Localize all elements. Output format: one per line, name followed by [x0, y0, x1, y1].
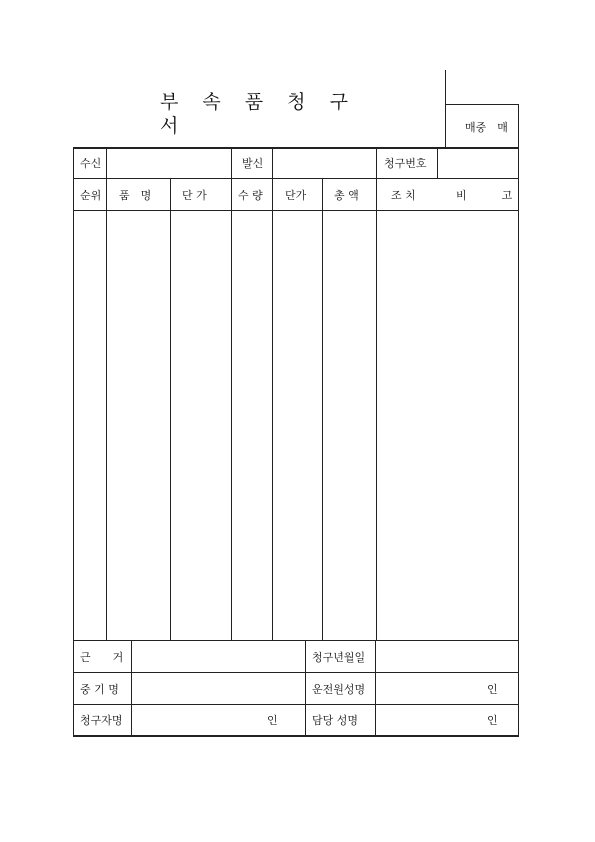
table-top-border	[73, 147, 519, 149]
footer-row-divider-1	[73, 672, 519, 673]
footer-row-divider-2	[73, 704, 519, 705]
column-unit-price: 단 가	[182, 189, 207, 202]
column-divider-price	[231, 178, 232, 640]
footer-divider-3	[375, 640, 376, 736]
header-row-divider	[73, 178, 519, 179]
body-bottom-border	[73, 640, 519, 641]
requester-seal-mark: 인	[267, 714, 278, 727]
column-header-divider	[73, 210, 519, 211]
from-label: 발신	[242, 157, 264, 170]
column-quantity: 수 량	[238, 189, 263, 202]
column-action: 조 치	[391, 189, 416, 202]
copies-box-top-border	[445, 104, 519, 105]
header-divider-4	[376, 147, 377, 178]
column-seq: 순위	[80, 189, 102, 202]
column-total: 총 액	[334, 189, 359, 202]
basis-label: 근 거	[80, 651, 124, 664]
column-divider-item	[170, 178, 171, 640]
header-divider-5	[437, 147, 438, 178]
footer-divider-1	[131, 640, 132, 736]
copies-box-right-border	[518, 104, 519, 148]
table-bottom-border	[73, 735, 519, 737]
column-divider-price2	[322, 178, 323, 640]
column-remarks: 비 고	[456, 189, 525, 202]
copies-box-left-border	[445, 70, 446, 148]
request-number-label: 청구번호	[384, 157, 427, 170]
copies-label: 매중 매	[465, 121, 508, 134]
table-left-border	[73, 147, 74, 736]
column-unit-price-2: 단가	[285, 189, 307, 202]
driver-sign-label: 운전원성명	[312, 683, 366, 696]
to-label: 수신	[80, 157, 102, 170]
request-date-label: 청구년월일	[312, 651, 366, 664]
header-divider-1	[106, 147, 107, 178]
form-title: 부 속 품 청 구 서	[160, 91, 357, 137]
equipment-name-label: 중 기 명	[80, 683, 119, 696]
header-divider-3	[272, 147, 273, 178]
column-item-name: 품 명	[119, 189, 152, 202]
driver-seal-mark: 인	[487, 683, 498, 696]
column-divider-total	[376, 178, 377, 640]
header-divider-2	[231, 147, 232, 178]
person-in-charge-label: 담당 성명	[312, 714, 359, 727]
person-in-charge-seal-mark: 인	[487, 714, 498, 727]
table-right-border	[518, 147, 519, 736]
footer-divider-2	[305, 640, 306, 736]
requester-label: 청구자명	[80, 714, 123, 727]
column-divider-seq	[106, 178, 107, 640]
column-divider-qty	[272, 178, 273, 640]
